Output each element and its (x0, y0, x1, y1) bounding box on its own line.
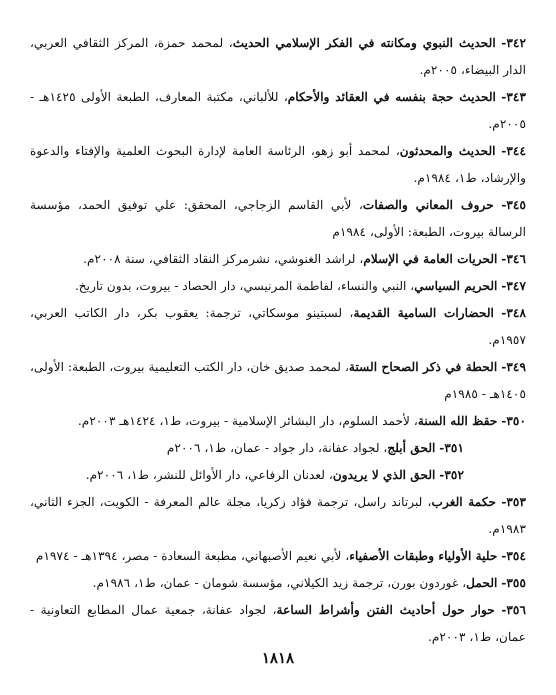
entry-number: ٣٥٢- (439, 468, 464, 482)
page-number: ١٨١٨ (261, 649, 295, 667)
bibliography-entry (30, 300, 526, 354)
entry-title: الحمل (466, 576, 498, 590)
bibliography-entry (30, 489, 526, 543)
entry-title: حروف المعاني والصفات (362, 198, 494, 212)
bibliography-entry (30, 30, 526, 84)
entry-details: ، لعدنان الرفاعي، دار الأوائل للنشر، ط١، ٢٠٠٦م. (85, 468, 333, 482)
entry-number: ٣٥٤- (501, 549, 526, 563)
entry-title: الحضارات السامية القديمة (353, 306, 494, 320)
bibliography-entry (30, 462, 526, 489)
bibliography-entry (30, 273, 526, 300)
bibliography-entry (30, 570, 526, 597)
bibliography-entry (30, 354, 526, 408)
entry-number: ٣٥٠- (501, 414, 526, 428)
entry-title: الحطة في ذكر الصحاح الستة (348, 360, 498, 374)
entry-details: ، لبرتاند راسل، ترجمة فؤاد زكريا، مجلة عالم المعرفة - الكويت، الجزء الثاني، ١٩٨٣م. (30, 495, 526, 536)
entry-title: حقظ الله السنة (417, 414, 498, 428)
entry-details: ، لسبتينو موسكاتي، ترجمة: يعقوب بكر، دار الكاتب العربي، ١٩٥٧م. (30, 306, 526, 347)
entry-number: ٣٤٨- (501, 306, 526, 320)
entry-number: ٣٤٥- (501, 198, 527, 212)
entry-number: ٣٤٩- (501, 360, 526, 374)
entry-title: حلية الأولياء وطبقات الأصفياء (349, 549, 498, 563)
bibliography-entry (30, 597, 526, 651)
entry-details: ، لمحمد حمزة، المركز الثقافي العربي، الدار البيضاء، ٢٠٠٥م. (30, 36, 526, 77)
entry-title: الحق أبلج (387, 441, 436, 455)
entry-number: ٣٤٣- (501, 90, 526, 104)
bibliography-entry (30, 543, 526, 570)
entry-details: ، النبي والنساء، لفاطمة المرنيسي، دار الحصاد - بيروت، بدون تاريخ. (74, 279, 415, 293)
entry-details: ، للألباني، مكتبة المعارف، الطبعة الأولى ١٤٢٥هـ - ٢٠٠٥م. (30, 90, 526, 131)
entry-details: ، لأحمد السلوم، دار البشائر الإسلامية - بيروت، ط١، ١٤٢٤هـ ٢٠٠٣م. (77, 414, 418, 428)
entry-title: الحق الذي لا يريدون (332, 468, 436, 482)
entry-number: ٣٤٢- (501, 36, 526, 50)
entry-details: ، لمحمد صديق خان، دار الكتب التعليمية بيروت، الطبعة: الأولى، ١٤٠٥هـ - ١٩٨٥م (30, 360, 526, 401)
bibliography-entry (30, 84, 526, 138)
entry-title: الحريم السياسي (414, 279, 498, 293)
entry-number: ٣٤٤- (501, 144, 526, 158)
entry-title: الحديث النبوي ومكانته في الفكر الإسلامي الحديث (232, 36, 496, 50)
entry-details: ، غوردون بورن، ترجمة زيد الكيلاني، مؤسسة شومان - عمان، ط١، ١٩٨٦م. (92, 576, 467, 590)
entry-number: ٣٥٣- (501, 495, 527, 509)
entry-details: ، لأبي نعيم الأصبهاني، مطبعة السعادة - مصر، ١٣٩٤هـ - ١٩٧٤م (35, 549, 350, 563)
entry-title: الحديث والمحدثون (399, 144, 496, 158)
entry-details: ، لجواد عفانة، جمعية عمال المطابع التعاونية - عمان، ط١، ٢٠٠٣م. (30, 603, 526, 644)
entry-title: الحديث حجة بنفسه في العقائد والأحكام (287, 90, 496, 104)
bibliography-entry (30, 138, 526, 192)
entry-title: حوار حول أحاديث الفتن وأشراط الساعة (276, 603, 495, 617)
entry-details: ، لمحمد أبو زهو، الرئاسة العامة لإدارة البحوث العلمية والإفتاء والدعوة والإرشاد، ط١، ١٩٨٤م. (30, 144, 526, 185)
entry-title: حكمة الغرب (431, 495, 497, 509)
entry-title: الحريات العامة في الإسلام (363, 252, 498, 266)
entry-number: ٣٥١- (439, 441, 464, 455)
entry-number: ٣٥٦- (501, 603, 527, 617)
entry-details: ، لجواد عفانة، دار جواد - عمان، ط١، ٢٠٠٦م (166, 441, 388, 455)
entry-details: ، لراشد الغنوشي، نشرمركز النقاد الثقافي، سنة ٢٠٠٨م. (83, 252, 364, 266)
entry-number: ٣٤٦- (501, 252, 526, 266)
entry-number: ٣٤٧- (501, 279, 526, 293)
bibliography-list (30, 30, 526, 651)
bibliography-entry (30, 408, 526, 435)
entry-details: ، لأبي القاسم الزجاجي، المحقق: علي توفيق الحمد، مؤسسة الرسالة بيروت، الطبعة: الأولى، ١٩٨٤م (30, 198, 526, 239)
bibliography-entry (30, 192, 526, 246)
bibliography-entry (30, 435, 526, 462)
bibliography-entry (30, 246, 526, 273)
entry-number: ٣٥٥- (501, 576, 526, 590)
